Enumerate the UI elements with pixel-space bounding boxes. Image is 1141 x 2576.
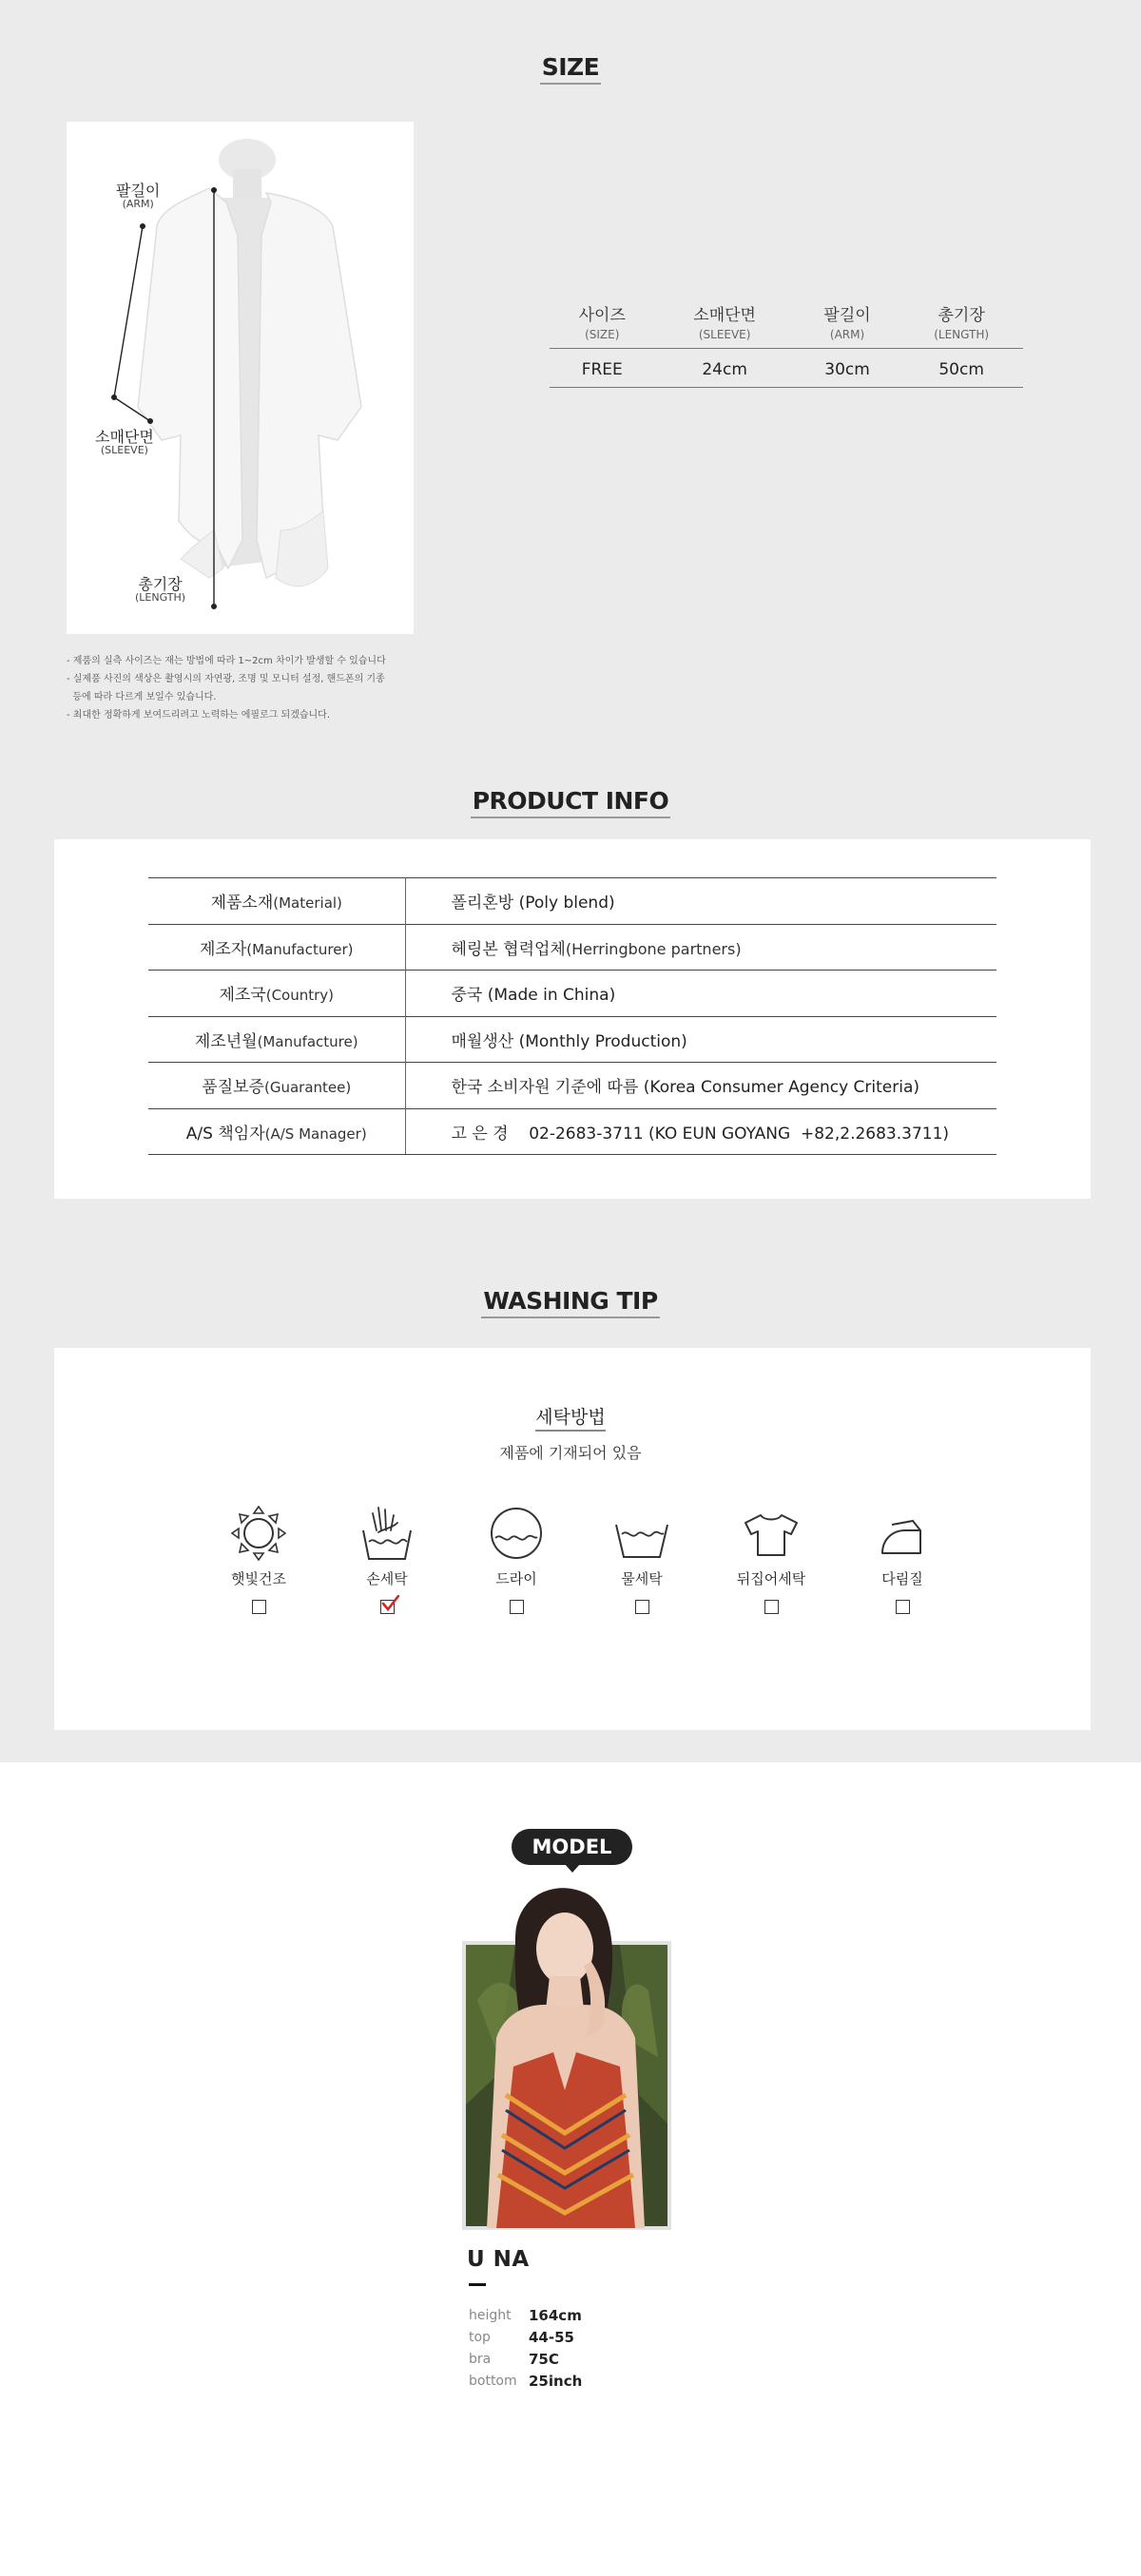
dry-clean-icon xyxy=(485,1502,548,1565)
model-section xyxy=(0,1762,1141,2576)
water-wash-checkbox[interactable] xyxy=(635,1600,649,1614)
dry-clean-checkbox[interactable] xyxy=(510,1600,524,1614)
length-value: 50cm xyxy=(899,349,1023,388)
arm-label: 팔길이 (ARM) xyxy=(116,182,161,210)
model-photo-illustration xyxy=(458,1886,675,2238)
size-table xyxy=(550,306,1023,388)
hand-wash-checkbox[interactable] xyxy=(380,1600,395,1614)
stat-row-top: top 44-55 xyxy=(469,2328,574,2346)
stat-row-height: height 164cm xyxy=(469,2306,582,2324)
table-row: 제조국(Country) 중국 (Made in China) xyxy=(148,971,996,1017)
wash-item-water-wash: 물세탁 xyxy=(590,1502,694,1614)
size-value: FREE xyxy=(550,349,654,388)
water-wash-icon xyxy=(610,1502,673,1565)
wash-item-iron: 다림질 xyxy=(850,1502,955,1614)
washing-tip-title: WASHING TIP xyxy=(0,1287,1141,1318)
hand-wash-icon xyxy=(356,1502,418,1565)
washing-tip-section xyxy=(0,1224,1141,1762)
model-badge: MODEL xyxy=(512,1829,632,1865)
arm-col-header: 팔길이 (ARM) xyxy=(795,306,899,349)
sun-dry-icon xyxy=(227,1502,290,1565)
table-row: A/S 책임자(A/S Manager) 고 은 경 02-2683-3711 (KO EUN GOYANG +82,2.2683.3711) xyxy=(148,1108,996,1155)
model-name: U NA xyxy=(467,2247,530,2272)
sleeve-value: 24cm xyxy=(654,349,794,388)
washing-header xyxy=(0,1403,1141,1463)
table-row: 제조년월(Manufacture) 매월생산 (Monthly Production) xyxy=(148,1016,996,1063)
iron-icon xyxy=(871,1502,934,1565)
table-row: 제품소재(Material) 폴리혼방 (Poly blend) xyxy=(148,878,996,925)
size-col-header: 사이즈 (SIZE) xyxy=(550,306,654,349)
size-title: SIZE xyxy=(0,53,1141,85)
sleeve-label: 소매단면 (SLEEVE) xyxy=(95,428,154,456)
inside-out-wash-icon xyxy=(740,1502,803,1565)
wash-item-sun-dry: 햇빛건조 xyxy=(206,1502,311,1614)
model-stats xyxy=(469,2304,582,2392)
sleeve-col-header: 소매단면 (SLEEVE) xyxy=(654,306,794,349)
size-section xyxy=(0,0,1141,749)
length-col-header: 총기장 (LENGTH) xyxy=(899,306,1023,349)
table-row: 품질보증(Guarantee) 한국 소비자원 기준에 따름 (Korea Consumer Agency Criteria) xyxy=(148,1063,996,1109)
wash-item-dry-clean: 드라이 xyxy=(464,1502,569,1614)
wash-item-hand-wash: 손세탁 xyxy=(335,1502,439,1614)
washing-subtitle: 세탁방법 xyxy=(535,1403,605,1432)
model-photo xyxy=(458,1886,675,2238)
wash-item-inside-out: 뒤집어세탁 xyxy=(719,1502,823,1614)
check-mark-icon xyxy=(380,1595,399,1612)
table-row xyxy=(550,349,1023,388)
product-info-title: PRODUCT INFO xyxy=(0,787,1141,818)
stat-row-bra: bra 75C xyxy=(469,2350,559,2368)
product-info-table xyxy=(148,877,996,1155)
table-row: 제조자(Manufacturer) 헤링본 협력업체(Herringbone partners) xyxy=(148,924,996,971)
stat-row-bottom: bottom 25inch xyxy=(469,2372,583,2390)
garment-image xyxy=(67,122,414,634)
inside-out-wash-checkbox[interactable] xyxy=(764,1600,779,1614)
length-label: 총기장 (LENGTH) xyxy=(135,575,186,604)
arm-value: 30cm xyxy=(795,349,899,388)
name-divider xyxy=(469,2283,486,2286)
product-info-section xyxy=(0,749,1141,1224)
washing-description: 제품에 기재되어 있음 xyxy=(499,1444,642,1462)
iron-checkbox[interactable] xyxy=(896,1600,910,1614)
size-notes: - 제품의 실측 사이즈는 재는 방법에 따라 1~2cm 차이가 발생할 수 있습니다 - 실제품 사진의 색상은 촬영시의 자연광, 조명 및 모니터 설정, 핸드폰의 기종 등에 따라 다르게 보일수 있습니다. - 최대한 정확하게 보여드리려고 노력하는 에필로그 되겠습니다. xyxy=(67,656,386,721)
sun-dry-checkbox[interactable] xyxy=(252,1600,266,1614)
